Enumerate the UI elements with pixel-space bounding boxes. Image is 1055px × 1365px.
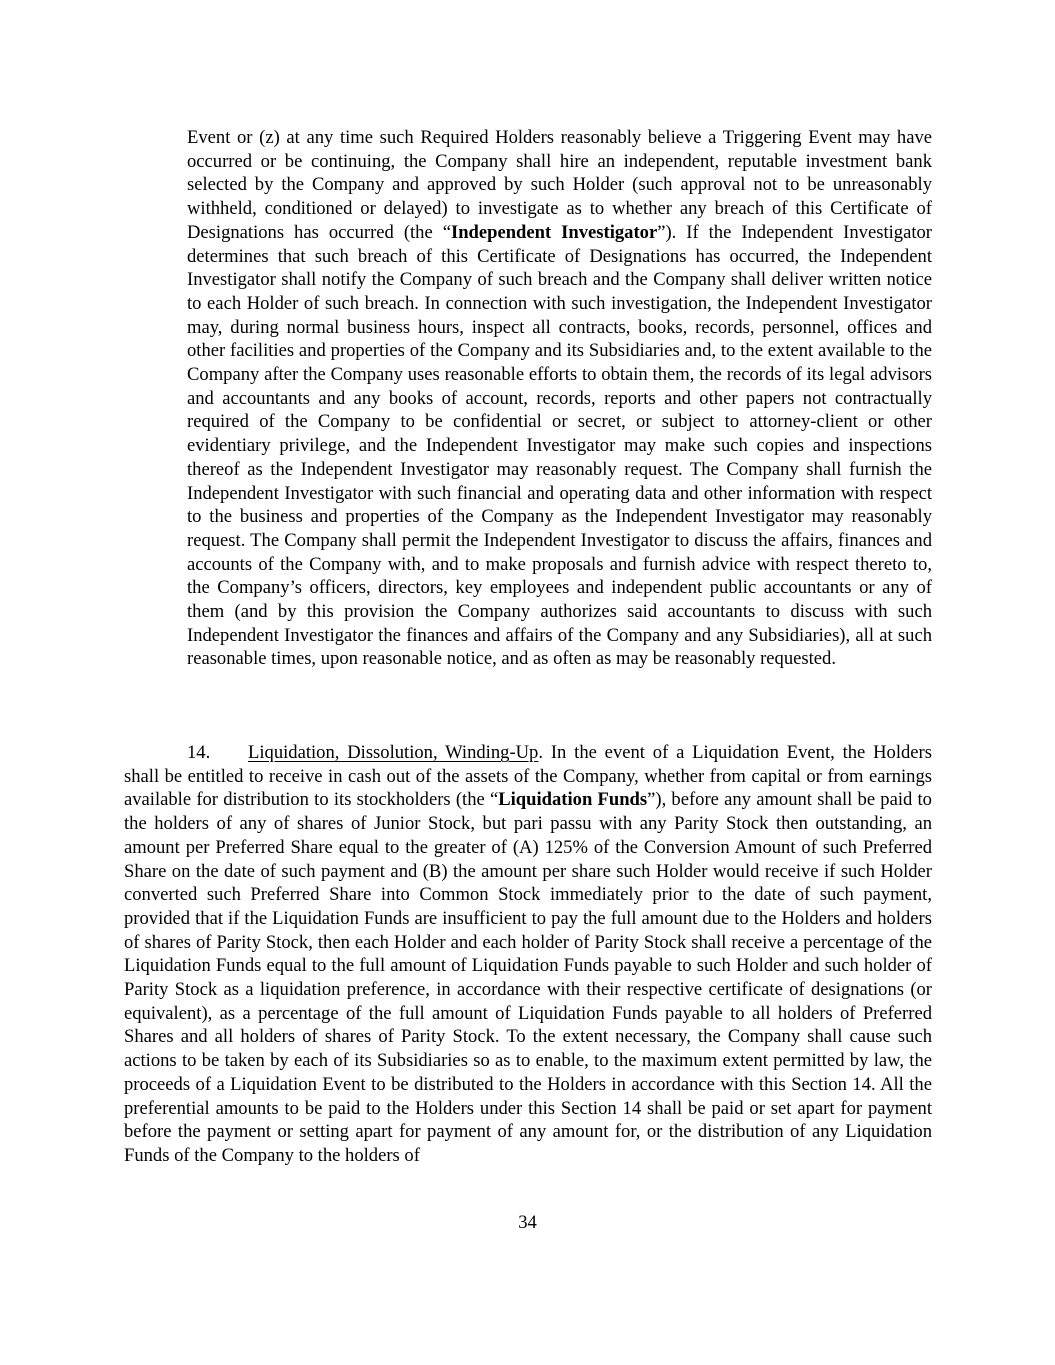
- section-text: In the event of a Liquidation Event, the Holders shall be entitled to receive in cash out of the assets of the Company, whether from capital or from earnings available for distribution to its stockholders (the “: [124, 742, 932, 811]
- section-number: 14.: [187, 742, 211, 763]
- defined-term-independent-investigator: Independent Investigator: [450, 221, 658, 243]
- paragraph-independent-investigator: [187, 126, 932, 671]
- section-14-liquidation: [124, 741, 932, 1168]
- page-number: 34: [518, 1212, 537, 1233]
- section-text: ”), before any amount shall be paid to the holders of any of shares of Junior Stock, but pari passu with any Parity Stock then outstanding, an amount per Preferred Share equal to the greater of (A) 125% of the Conversion Amount of such Preferred Share on the date of such payment and (B) the amount per share such Holder would receive if such Holder converted such Preferred Share into Common Stock immediately prior to the date of such payment, provided that if the Liquidation Funds are insufficient to pay the full amount due to the Holders and holders of shares of Parity Stock, then each Holder and each holder of Parity Stock shall receive a percentage of the Liquidation Funds equal to the full amount of Liquidation Funds payable to such Holder and such holder of Parity Stock as a liquidation preference, in accordance with their respective certificate of designations (or equivalent), as a percentage of the full amount of Liquidation Funds payable to all holders of Preferred Shares and all holders of shares of Parity Stock. To the extent necessary, the Company shall cause such actions to be taken by each of its Subsidiaries so as to enable, to the maximum extent permitted by law, the proceeds of a Liquidation Event to be distributed to the Holders in accordance with this Section 14. All the preferential amounts to be paid to the Holders under this Section 14 shall be paid or set apart for payment before the payment or setting apart for payment of any amount for, or the distribution of any Liquidation Funds of the Company to the holders of: [124, 789, 932, 1166]
- section-heading-punct: .: [538, 742, 544, 763]
- paragraph-text: ”). If the Independent Investigator determines that such breach of this Certificate of Designations has occurred, the Independent Investigator shall notify the Company of such breach and the Company shall deliver written notice to each Holder of such breach. In connection with such investigation, the Independent Investigator may, during normal business hours, inspect all contracts, books, records, personnel, offices and other facilities and properties of the Company and its Subsidiaries and, to the extent available to the Company after the Company uses reasonable efforts to obtain them, the records of its legal advisors and accountants and any books of account, records, reports and other papers not contractually required of the Company to be confidential or secret, or subject to attorney-client or other evidentiary privilege, and the Independent Investigator may make such copies and inspections thereof as the Independent Investigator may reasonably request. The Company shall furnish the Independent Investigator with such financial and operating data and other information with respect to the business and properties of the Company as the Independent Investigator may reasonably request. The Company shall permit the Independent Investigator to discuss the affairs, finances and accounts of the Company with, and to make proposals and furnish advice with respect thereto to, the Company’s officers, directors, key employees and independent public accountants or any of them (and by this provision the Company authorizes said accountants to discuss with such Independent Investigator the finances and affairs of the Company and any Subsidiaries), all at such reasonable times, upon reasonable notice, and as often as may be reasonably requested.: [187, 221, 932, 670]
- defined-term-liquidation-funds: Liquidation Funds: [498, 789, 648, 811]
- paragraph-text: Event or (z) at any time such Required Holders reasonably believe a Triggering Event may have occurred or be continuing, the Company shall hire an independent, reputable investment bank selected by the Company and approved by such Holder (such approval not to be unreasonably withheld, conditioned or delayed) to investigate as to whether any breach of this Certificate of Designations has occurred (the “: [187, 127, 932, 243]
- section-heading: Liquidation, Dissolution, Winding-Up: [248, 742, 539, 763]
